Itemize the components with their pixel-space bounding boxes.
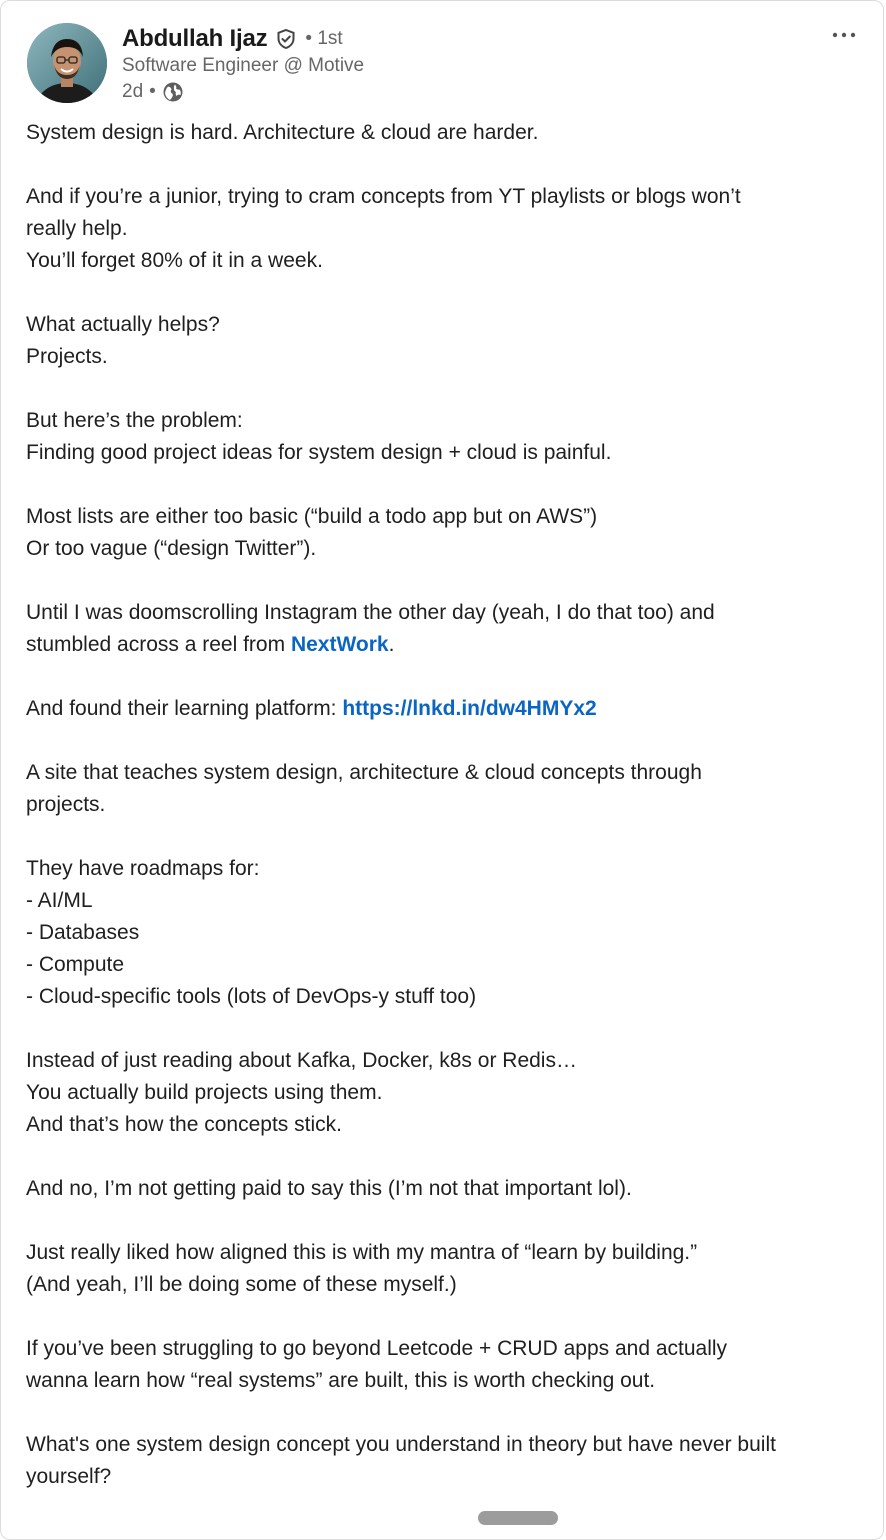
post-line: What's one system design concept you understand in theory but have never built — [26, 1433, 776, 1456]
post-meta — [122, 79, 184, 105]
post-paragraph — [26, 501, 871, 565]
scrollbar-handle[interactable] — [478, 1511, 558, 1525]
post-paragraph — [26, 181, 871, 277]
avatar[interactable] — [27, 23, 107, 103]
post-line: You’ll forget 80% of it in a week. — [26, 249, 323, 272]
author-headline: Software Engineer @ Motive — [122, 55, 365, 76]
post-line: If you’ve been struggling to go beyond Leetcode + CRUD apps and actually — [26, 1337, 728, 1360]
post-line: Projects. — [26, 345, 108, 368]
post-text: stumbled across a reel from — [26, 633, 291, 656]
nextwork-mention-link[interactable]: NextWork — [290, 633, 389, 656]
post-paragraph — [26, 757, 871, 821]
post-paragraph — [26, 1173, 871, 1205]
post-paragraph — [26, 597, 871, 661]
post-line: And that’s how the concepts stick. — [26, 1113, 342, 1136]
post-body — [26, 117, 871, 1525]
post-line: But here’s the problem: — [26, 409, 243, 432]
post-paragraph — [26, 1429, 871, 1493]
post-line: Just really liked how aligned this is with my mantra of “learn by building.” — [26, 1241, 698, 1264]
post-line: Instead of just reading about Kafka, Docker, k8s or Redis… — [26, 1049, 577, 1072]
post-line — [26, 629, 871, 661]
post-line — [26, 693, 871, 725]
post-paragraph — [26, 405, 871, 469]
post-text: . — [388, 633, 395, 656]
post-line: Finding good project ideas for system design + cloud is painful. — [26, 441, 612, 464]
post-time: 2d — [122, 81, 144, 102]
author-name[interactable]: Abdullah Ijaz — [122, 25, 268, 52]
verified-shield-icon — [275, 28, 297, 50]
connection-degree: • 1st — [305, 28, 343, 49]
post-line: A site that teaches system design, architecture & cloud concepts through — [26, 761, 702, 784]
post-line: (And yeah, I’ll be doing some of these myself.) — [26, 1273, 457, 1296]
post-paragraph — [26, 1045, 871, 1141]
platform-url-link[interactable]: https://lnkd.in/dw4HMYx2 — [342, 697, 597, 720]
post-line: Until I was doomscrolling Instagram the other day (yeah, I do that too) and — [26, 601, 715, 624]
post-line: System design is hard. Architecture & cloud are harder. — [26, 121, 539, 144]
list-item: - Compute — [26, 953, 125, 976]
list-item: - AI/ML — [26, 889, 93, 912]
post-paragraph — [26, 1237, 871, 1301]
author-name-row — [122, 23, 343, 55]
post-line: What actually helps? — [26, 313, 220, 336]
post-paragraph — [26, 1333, 871, 1397]
meta-separator: • — [149, 81, 156, 102]
post-paragraph — [26, 693, 871, 725]
post-paragraph — [26, 309, 871, 373]
more-options-icon[interactable] — [829, 23, 859, 47]
list-item: - Cloud-specific tools (lots of DevOps-y stuff too) — [26, 985, 477, 1008]
post-paragraph — [26, 117, 871, 149]
post-line: Most lists are either too basic (“build a todo app but on AWS”) — [26, 505, 598, 528]
post-line: And if you’re a junior, trying to cram concepts from YT playlists or blogs won’t — [26, 185, 741, 208]
post-line: They have roadmaps for: — [26, 857, 260, 880]
post-line: wanna learn how “real systems” are built, this is worth checking out. — [26, 1369, 656, 1392]
post-line: yourself? — [26, 1465, 112, 1488]
post-paragraph — [26, 853, 871, 1013]
post-line: You actually build projects using them. — [26, 1081, 383, 1104]
post-line: really help. — [26, 217, 128, 240]
post-text: And found their learning platform: — [26, 697, 343, 720]
post-line: Or too vague (“design Twitter”). — [26, 537, 317, 560]
post-line: projects. — [26, 793, 106, 816]
list-item: - Databases — [26, 921, 140, 944]
globe-icon — [162, 81, 184, 103]
post-line: And no, I’m not getting paid to say this (I’m not that important lol). — [26, 1177, 632, 1200]
